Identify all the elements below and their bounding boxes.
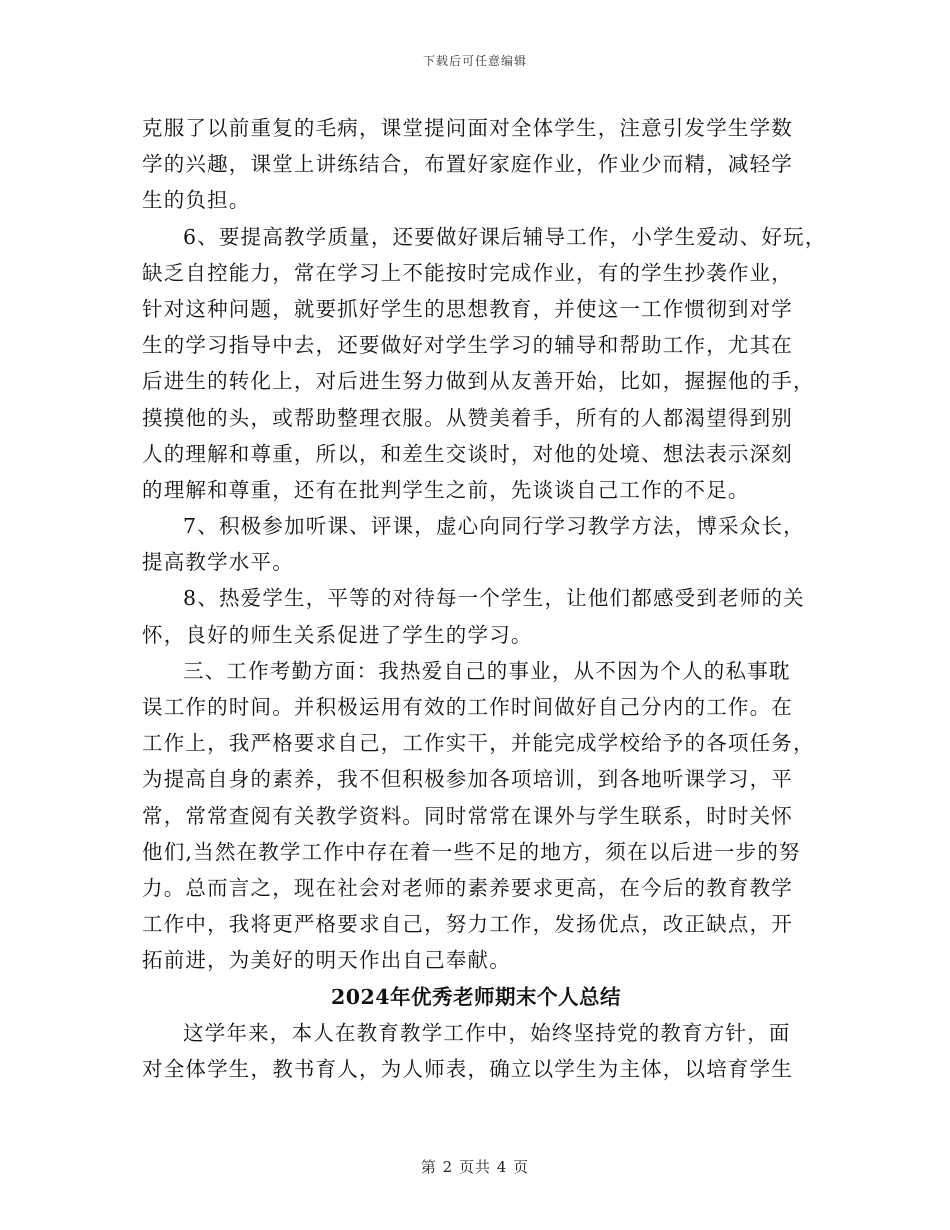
text-line: 对全体学生，教书育人，为人师表，确立以学生为主体，以培育学生 <box>142 1056 793 1081</box>
text-line: 针对这种问题，就要抓好学生的思想教育，并使这一工作惯彻到对学 <box>142 296 793 321</box>
text-line: 生的学习指导中去，还要做好对学生学习的辅导和帮助工作，尤其在 <box>142 333 793 358</box>
text-line: 他们,当然在教学工作中存在着一些不足的地方，须在以后进一步的努 <box>142 839 801 864</box>
text-line: 学的兴趣，课堂上讲练结合，布置好家庭作业，作业少而精，减轻学 <box>142 152 793 177</box>
text-line: 生的负担。 <box>142 188 251 213</box>
text-line: 为提高自身的素养，我不但积极参加各项培训，到各地听课学习，平 <box>142 767 793 792</box>
page-header: 下载后可任意编辑 <box>422 54 527 68</box>
text-line: 力。总而言之，现在社会对老师的素养要求更高，在今后的教育教学 <box>142 875 793 900</box>
text-line: 常，常常查阅有关教学资料。同时常常在课外与学生联系，时时关怀 <box>142 803 793 828</box>
section-title: 2024年优秀老师期末个人总结 <box>330 984 622 1009</box>
text-line: 人的理解和尊重，所以，和差生交谈时，对他的处境、想法表示深刻 <box>142 441 793 466</box>
text-line: 后进生的转化上，对后进生努力做到从友善开始，比如，握握他的手， <box>142 369 815 394</box>
document-body <box>142 110 827 1087</box>
text-line: 误工作的时间。并积极运用有效的工作时间做好自己分内的工作。在 <box>142 695 793 719</box>
text-line: 拓前进，为美好的明天作出自己奉献。 <box>142 948 511 973</box>
text-line: 克服了以前重复的毛病，课堂提问面对全体学生，注意引发学生学数 <box>142 116 793 140</box>
text-line: 工作中，我将更严格要求自己，努力工作，发扬优点，改正缺点，开 <box>142 912 793 937</box>
text-line: 提高教学水平。 <box>142 550 294 575</box>
paragraph-block-after-title <box>142 1015 810 1087</box>
text-line: 6、要提高教学质量，还要做好课后辅导工作，小学生爱动、好玩， <box>183 224 827 249</box>
text-line: 这学年来，本人在教育教学工作中，始终坚持党的教育方针，面 <box>183 1020 791 1045</box>
text-line: 的理解和尊重，还有在批判学生之前，先谈谈自己工作的不足。 <box>142 477 750 502</box>
page-footer: 第 2 页共 4 页 <box>420 1158 530 1176</box>
text-line: 8、热爱学生，平等的对待每一个学生，让他们都感受到老师的关 <box>183 586 805 611</box>
text-line: 缺乏自控能力，常在学习上不能按时完成作业，有的学生抄袭作业， <box>142 260 793 285</box>
text-line: 摸摸他的头，或帮助整理衣服。从赞美着手，所有的人都渴望得到别 <box>142 405 793 430</box>
paragraph-block <box>142 110 827 979</box>
text-line: 三、工作考勤方面：我热爱自己的事业，从不因为个人的私事耽 <box>183 658 791 683</box>
text-line: 7、积极参加听课、评课，虚心向同行学习教学方法，博采众长， <box>183 514 805 539</box>
text-line: 怀，良好的师生关系促进了学生的学习。 <box>142 622 533 647</box>
text-line: 工作上，我严格要求自己，工作实干，并能完成学校给予的各项任务， <box>142 731 815 756</box>
